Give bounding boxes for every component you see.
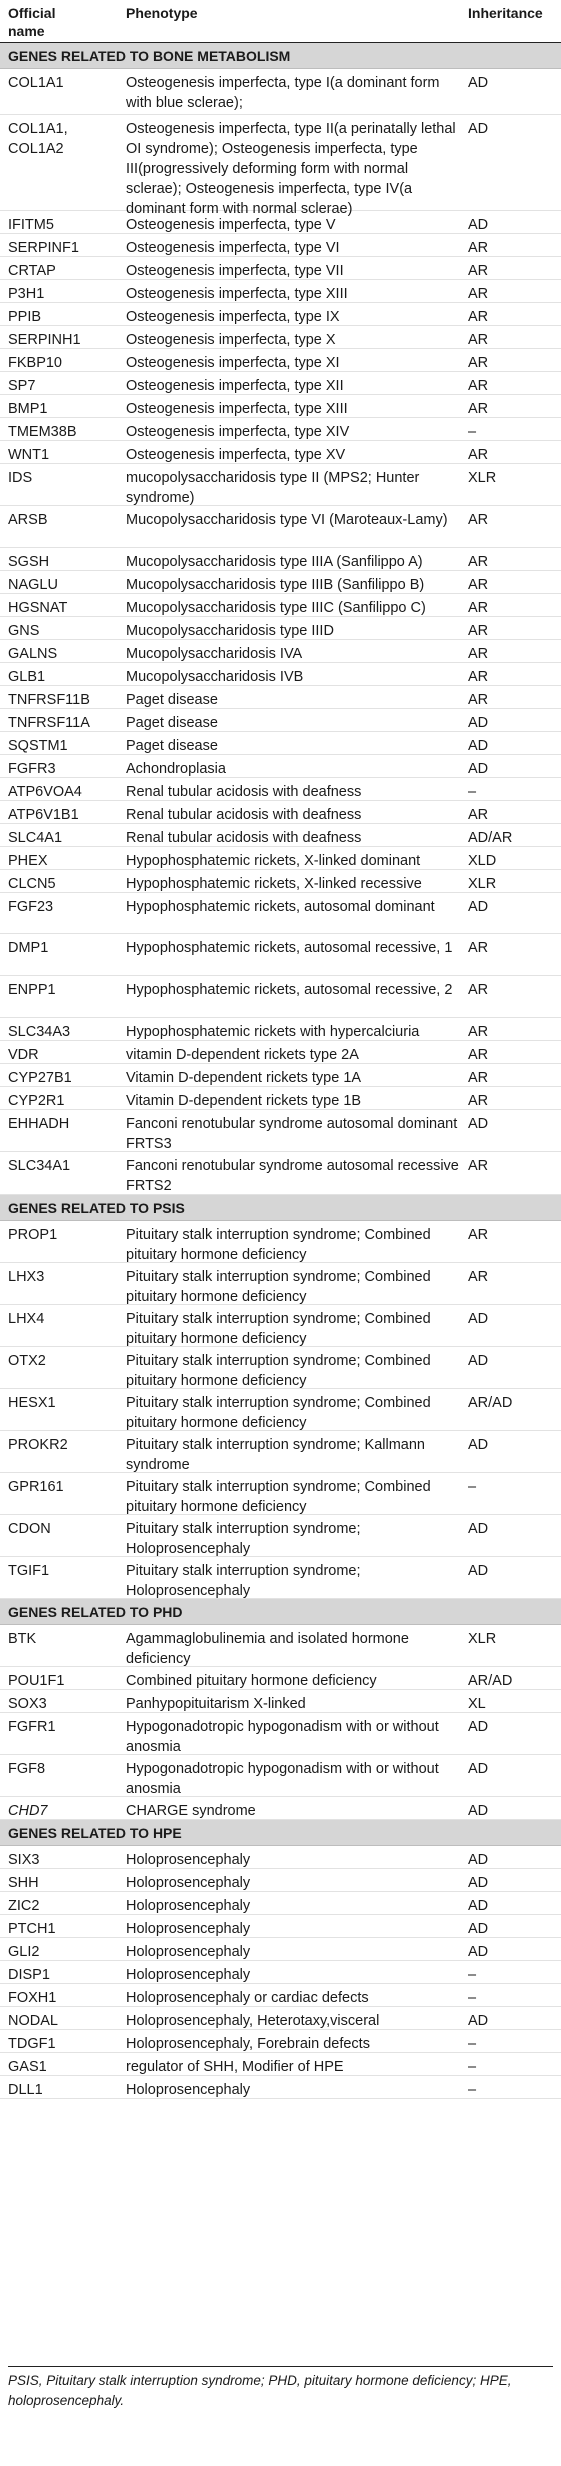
inheritance-mode: AD — [468, 1921, 489, 1937]
phenotype-text: Agammaglobulinemia and isolated hormone deficiency — [126, 1631, 409, 1667]
header-phenotype: Phenotype — [126, 5, 198, 21]
phenotype-text: regulator of SHH, Modifier of HPE — [126, 2059, 344, 2075]
phenotype-text: Paget disease — [126, 738, 218, 754]
phenotype-text: Pituitary stalk interruption syndrome; Combined pituitary hormone deficiency — [126, 1227, 431, 1263]
gene-name: TGIF1 — [8, 1563, 50, 1579]
table-row — [0, 464, 561, 506]
table-row — [0, 2053, 561, 2076]
phenotype-text: Osteogenesis imperfecta, type XI — [126, 355, 340, 371]
table-row — [0, 801, 561, 824]
gene-name: ENPP1 — [8, 982, 56, 998]
table-row — [0, 755, 561, 778]
phenotype-text: Pituitary stalk interruption syndrome; Combined pituitary hormone deficiency — [126, 1353, 431, 1389]
table-row — [0, 418, 561, 441]
table-row — [0, 732, 561, 755]
table-row — [0, 1797, 561, 1820]
phenotype-text: Osteogenesis imperfecta, type IX — [126, 309, 340, 325]
table-row — [0, 2030, 561, 2053]
table-row — [0, 1557, 561, 1599]
inheritance-mode: AR — [468, 355, 489, 371]
phenotype-text: Osteogenesis imperfecta, type II(a perinatally lethal OI syndrome); Osteogenesis imperfecta, type III(progressively deforming form with normal sclerae); Osteogenesis imperfecta, type IV(a dominant form with normal sclerae) — [126, 121, 456, 217]
table-row — [0, 257, 561, 280]
inheritance-mode: AR — [468, 1024, 489, 1040]
inheritance-mode: AR — [468, 600, 489, 616]
inheritance-mode: XLD — [468, 853, 497, 869]
table-body — [0, 43, 561, 2099]
table-row — [0, 1915, 561, 1938]
gene-name: CLCN5 — [8, 876, 56, 892]
inheritance-mode: AR/AD — [468, 1673, 513, 1689]
inheritance-mode: AR — [468, 554, 489, 570]
table-row — [0, 326, 561, 349]
table-row — [0, 211, 561, 234]
table-row — [0, 934, 561, 976]
table-row — [0, 976, 561, 1018]
table-row — [0, 1892, 561, 1915]
inheritance-mode: AR — [468, 807, 489, 823]
gene-name: TDGF1 — [8, 2036, 56, 2052]
inheritance-mode: AR — [468, 309, 489, 325]
inheritance-mode: – — [468, 1479, 477, 1495]
gene-name: SLC4A1 — [8, 830, 63, 846]
inheritance-mode: AR — [468, 646, 489, 662]
gene-name: DMP1 — [8, 940, 49, 956]
table-row — [0, 1846, 561, 1869]
gene-name: PHEX — [8, 853, 48, 869]
inheritance-mode: – — [468, 2059, 477, 2075]
inheritance-mode: AR — [468, 669, 489, 685]
phenotype-text: Holoprosencephaly — [126, 1898, 251, 1914]
table-footnote: PSIS, Pituitary stalk interruption syndrome; PHD, pituitary hormone deficiency; HPE, holoprosencephaly. — [8, 2366, 553, 2411]
gene-name: PPIB — [8, 309, 42, 325]
gene-name: DISP1 — [8, 1967, 50, 1983]
inheritance-mode: AR — [468, 401, 489, 417]
gene-name: POU1F1 — [8, 1673, 65, 1689]
phenotype-text: Fanconi renotubular syndrome autosomal recessive FRTS2 — [126, 1158, 459, 1194]
table-row — [0, 69, 561, 115]
gene-name: FGF8 — [8, 1761, 46, 1777]
gene-name: LHX4 — [8, 1311, 45, 1327]
table-row — [0, 1018, 561, 1041]
inheritance-mode: AR — [468, 1047, 489, 1063]
inheritance-mode: AD — [468, 1875, 489, 1891]
inheritance-mode: AR — [468, 332, 489, 348]
inheritance-mode: – — [468, 784, 477, 800]
table-row — [0, 686, 561, 709]
gene-name: TNFRSF11B — [8, 692, 90, 708]
section-header: GENES RELATED TO HPE — [0, 1820, 561, 1846]
phenotype-text: Osteogenesis imperfecta, type X — [126, 332, 336, 348]
phenotype-text: Renal tubular acidosis with deafness — [126, 784, 362, 800]
table-row — [0, 1110, 561, 1152]
table-row — [0, 1087, 561, 1110]
phenotype-text: Paget disease — [126, 692, 218, 708]
gene-name: EHHADH — [8, 1116, 70, 1132]
section-header: GENES RELATED TO BONE METABOLISM — [0, 43, 561, 69]
phenotype-text: Panhypopituitarism X-linked — [126, 1696, 306, 1712]
inheritance-mode: – — [468, 2082, 477, 2098]
phenotype-text: Holoprosencephaly — [126, 1967, 251, 1983]
phenotype-text: Paget disease — [126, 715, 218, 731]
gene-name: SP7 — [8, 378, 36, 394]
gene-name: SGSH — [8, 554, 50, 570]
gene-name: WNT1 — [8, 447, 50, 463]
phenotype-text: Mucopolysaccharidosis IVB — [126, 669, 304, 685]
phenotype-text: Hypophosphatemic rickets, X-linked recessive — [126, 876, 422, 892]
gene-name: CRTAP — [8, 263, 56, 279]
inheritance-mode: AR — [468, 1269, 489, 1285]
inheritance-mode: AD — [468, 217, 489, 233]
table-row — [0, 709, 561, 732]
gene-name: TNFRSF11A — [8, 715, 90, 731]
inheritance-mode: AD — [468, 899, 489, 915]
inheritance-mode: AD — [468, 121, 489, 137]
phenotype-text: Pituitary stalk interruption syndrome; Combined pituitary hormone deficiency — [126, 1479, 431, 1515]
gene-name: ZIC2 — [8, 1898, 40, 1914]
gene-name: SIX3 — [8, 1852, 40, 1868]
gene-name: PTCH1 — [8, 1921, 56, 1937]
gene-name: LHX3 — [8, 1269, 45, 1285]
phenotype-text: Renal tubular acidosis with deafness — [126, 830, 362, 846]
table-row — [0, 663, 561, 686]
phenotype-text: Hypophosphatemic rickets, autosomal recessive, 1 — [126, 940, 453, 956]
gene-name: FGFR1 — [8, 1719, 56, 1735]
inheritance-mode: AD — [468, 1353, 489, 1369]
table-row — [0, 1938, 561, 1961]
gene-name: HESX1 — [8, 1395, 56, 1411]
phenotype-text: Osteogenesis imperfecta, type XII — [126, 378, 344, 394]
phenotype-text: Osteogenesis imperfecta, type XV — [126, 447, 346, 463]
table-row — [0, 506, 561, 548]
inheritance-mode: AR — [468, 512, 489, 528]
table-row — [0, 1431, 561, 1473]
gene-name: FGF23 — [8, 899, 54, 915]
table-row — [0, 1152, 561, 1195]
table-row — [0, 1263, 561, 1305]
phenotype-text: Pituitary stalk interruption syndrome; Combined pituitary hormone deficiency — [126, 1395, 431, 1431]
table-row — [0, 893, 561, 934]
table-row — [0, 1667, 561, 1690]
gene-name: CYP27B1 — [8, 1070, 72, 1086]
inheritance-mode: AD — [468, 715, 489, 731]
phenotype-text: Combined pituitary hormone deficiency — [126, 1673, 377, 1689]
table-row — [0, 349, 561, 372]
gene-name: BMP1 — [8, 401, 48, 417]
gene-name: COL1A1, COL1A2 — [8, 121, 68, 157]
table-row — [0, 234, 561, 257]
gene-name: GPR161 — [8, 1479, 64, 1495]
phenotype-text: Holoprosencephaly — [126, 1944, 251, 1960]
gene-name: CHD7 — [8, 1803, 48, 1819]
inheritance-mode: AD — [468, 1116, 489, 1132]
phenotype-text: Mucopolysaccharidosis IVA — [126, 646, 303, 662]
gene-name: TMEM38B — [8, 424, 77, 440]
inheritance-mode: AR — [468, 1158, 489, 1174]
inheritance-mode: AD — [468, 1761, 489, 1777]
table-row — [0, 115, 561, 217]
phenotype-text: Holoprosencephaly or cardiac defects — [126, 1990, 369, 2006]
header-official-name: Official name — [8, 5, 56, 39]
gene-name: FOXH1 — [8, 1990, 57, 2006]
inheritance-mode: AR — [468, 940, 489, 956]
gene-name: SLC34A1 — [8, 1158, 71, 1174]
inheritance-mode: AR — [468, 692, 489, 708]
gene-name: CDON — [8, 1521, 51, 1537]
phenotype-text: Osteogenesis imperfecta, type VI — [126, 240, 340, 256]
inheritance-mode: XLR — [468, 876, 497, 892]
inheritance-mode: AD — [468, 1852, 489, 1868]
gene-name: COL1A1 — [8, 75, 64, 91]
phenotype-text: Fanconi renotubular syndrome autosomal dominant FRTS3 — [126, 1116, 458, 1152]
table-row — [0, 1869, 561, 1892]
table-row — [0, 778, 561, 801]
phenotype-text: Hypophosphatemic rickets, X-linked dominant — [126, 853, 421, 869]
table-header — [0, 0, 561, 43]
inheritance-mode: AR/AD — [468, 1395, 513, 1411]
table-row — [0, 1305, 561, 1347]
table-row — [0, 1515, 561, 1557]
gene-name: PROKR2 — [8, 1437, 68, 1453]
phenotype-text: Holoprosencephaly — [126, 2082, 251, 2098]
phenotype-text: Mucopolysaccharidosis type IIIA (Sanfilippo A) — [126, 554, 423, 570]
phenotype-text: Pituitary stalk interruption syndrome; Holoprosencephaly — [126, 1563, 361, 1599]
table-row — [0, 2007, 561, 2030]
phenotype-text: Vitamin D-dependent rickets type 1A — [126, 1070, 362, 1086]
gene-name: GALNS — [8, 646, 58, 662]
table-row — [0, 1221, 561, 1263]
table-row — [0, 280, 561, 303]
phenotype-text: Pituitary stalk interruption syndrome; Holoprosencephaly — [126, 1521, 361, 1557]
table-row — [0, 824, 561, 847]
gene-name: NODAL — [8, 2013, 58, 2029]
table-row — [0, 1473, 561, 1515]
table-row — [0, 571, 561, 594]
inheritance-mode: AD — [468, 1719, 489, 1735]
gene-name: SQSTM1 — [8, 738, 68, 754]
gene-name: SERPINH1 — [8, 332, 81, 348]
inheritance-mode: AD/AR — [468, 830, 513, 846]
phenotype-text: Hypogonadotropic hypogonadism with or without anosmia — [126, 1719, 439, 1755]
phenotype-text: Mucopolysaccharidosis type IIIC (Sanfilippo C) — [126, 600, 426, 616]
gene-name: GAS1 — [8, 2059, 47, 2075]
phenotype-text: Vitamin D-dependent rickets type 1B — [126, 1093, 362, 1109]
gene-name: HGSNAT — [8, 600, 68, 616]
inheritance-mode: AD — [468, 761, 489, 777]
inheritance-mode: – — [468, 2036, 477, 2052]
gene-name: VDR — [8, 1047, 39, 1063]
inheritance-mode: AD — [468, 1563, 489, 1579]
table-row — [0, 1064, 561, 1087]
inheritance-mode: XLR — [468, 470, 497, 486]
inheritance-mode: AR — [468, 378, 489, 394]
inheritance-mode: – — [468, 1967, 477, 1983]
inheritance-mode: AR — [468, 577, 489, 593]
phenotype-text: Osteogenesis imperfecta, type VII — [126, 263, 344, 279]
phenotype-text: CHARGE syndrome — [126, 1803, 256, 1819]
section-header: GENES RELATED TO PHD — [0, 1599, 561, 1625]
inheritance-mode: – — [468, 1990, 477, 2006]
inheritance-mode: AR — [468, 447, 489, 463]
phenotype-text: Achondroplasia — [126, 761, 226, 777]
table-row — [0, 372, 561, 395]
gene-name: SHH — [8, 1875, 39, 1891]
inheritance-mode: AR — [468, 982, 489, 998]
gene-name: P3H1 — [8, 286, 45, 302]
gene-name: OTX2 — [8, 1353, 46, 1369]
gene-name: SLC34A3 — [8, 1024, 71, 1040]
inheritance-mode: AD — [468, 1437, 489, 1453]
phenotype-text: Pituitary stalk interruption syndrome; Combined pituitary hormone deficiency — [126, 1311, 431, 1347]
inheritance-mode: AR — [468, 1093, 489, 1109]
gene-name: BTK — [8, 1631, 37, 1647]
phenotype-text: Osteogenesis imperfecta, type XIII — [126, 286, 348, 302]
gene-name: FGFR3 — [8, 761, 56, 777]
phenotype-text: mucopolysaccharidosis type II (MPS2; Hunter syndrome) — [126, 470, 420, 506]
inheritance-mode: AD — [468, 738, 489, 754]
gene-name: ARSB — [8, 512, 48, 528]
phenotype-text: Pituitary stalk interruption syndrome; Kallmann syndrome — [126, 1437, 425, 1473]
phenotype-text: Holoprosencephaly — [126, 1921, 251, 1937]
phenotype-text: Mucopolysaccharidosis type IIIB (Sanfilippo B) — [126, 577, 425, 593]
inheritance-mode: AR — [468, 286, 489, 302]
header-inheritance: Inheritance — [468, 5, 543, 21]
gene-name: FKBP10 — [8, 355, 62, 371]
phenotype-text: Osteogenesis imperfecta, type V — [126, 217, 336, 233]
gene-name: PROP1 — [8, 1227, 58, 1243]
inheritance-mode: AD — [468, 1944, 489, 1960]
table-row — [0, 1755, 561, 1797]
table-row — [0, 1347, 561, 1389]
section-header: GENES RELATED TO PSIS — [0, 1195, 561, 1221]
inheritance-mode: AD — [468, 75, 489, 91]
inheritance-mode: AD — [468, 2013, 489, 2029]
gene-name: CYP2R1 — [8, 1093, 65, 1109]
table-row — [0, 2076, 561, 2099]
phenotype-text: Pituitary stalk interruption syndrome; Combined pituitary hormone deficiency — [126, 1269, 431, 1305]
inheritance-mode: AD — [468, 1311, 489, 1327]
phenotype-text: Holoprosencephaly, Heterotaxy,visceral — [126, 2013, 380, 2029]
inheritance-mode: XLR — [468, 1631, 497, 1647]
table-row — [0, 617, 561, 640]
inheritance-mode: AR — [468, 623, 489, 639]
gene-name: SERPINF1 — [8, 240, 79, 256]
phenotype-text: Mucopolysaccharidosis type IIID — [126, 623, 334, 639]
table-row — [0, 395, 561, 418]
phenotype-text: Holoprosencephaly — [126, 1875, 251, 1891]
table-row — [0, 1625, 561, 1667]
phenotype-text: Hypophosphatemic rickets with hypercalciuria — [126, 1024, 420, 1040]
table-row — [0, 1690, 561, 1713]
phenotype-text: Holoprosencephaly — [126, 1852, 251, 1868]
gene-name: GLI2 — [8, 1944, 40, 1960]
inheritance-mode: AR — [468, 263, 489, 279]
gene-name: ATP6V1B1 — [8, 807, 79, 823]
gene-name: GLB1 — [8, 669, 46, 685]
inheritance-mode: AD — [468, 1803, 489, 1819]
phenotype-text: Holoprosencephaly, Forebrain defects — [126, 2036, 370, 2052]
table-row — [0, 847, 561, 870]
table-row — [0, 1713, 561, 1755]
gene-name: NAGLU — [8, 577, 58, 593]
table-row — [0, 548, 561, 571]
gene-name: IFITM5 — [8, 217, 54, 233]
table-row — [0, 1041, 561, 1064]
table-row — [0, 1389, 561, 1431]
phenotype-text: Osteogenesis imperfecta, type XIII — [126, 401, 348, 417]
phenotype-text: vitamin D-dependent rickets type 2A — [126, 1047, 359, 1063]
inheritance-mode: AD — [468, 1898, 489, 1914]
table-row — [0, 1984, 561, 2007]
table-row — [0, 303, 561, 326]
phenotype-text: Renal tubular acidosis with deafness — [126, 807, 362, 823]
phenotype-text: Mucopolysaccharidosis type VI (Maroteaux-Lamy) — [126, 512, 448, 528]
gene-name: IDS — [8, 470, 33, 486]
inheritance-mode: AD — [468, 1521, 489, 1537]
table-row — [0, 441, 561, 464]
table-row — [0, 640, 561, 663]
gene-name: DLL1 — [8, 2082, 43, 2098]
phenotype-text: Hypophosphatemic rickets, autosomal recessive, 2 — [126, 982, 453, 998]
gene-name: ATP6VOA4 — [8, 784, 82, 800]
inheritance-mode: AR — [468, 1227, 489, 1243]
phenotype-text: Hypophosphatemic rickets, autosomal dominant — [126, 899, 435, 915]
phenotype-text: Osteogenesis imperfecta, type XIV — [126, 424, 350, 440]
inheritance-mode: AR — [468, 240, 489, 256]
inheritance-mode: AR — [468, 1070, 489, 1086]
inheritance-mode: – — [468, 424, 477, 440]
gene-name: GNS — [8, 623, 40, 639]
phenotype-text: Hypogonadotropic hypogonadism with or without anosmia — [126, 1761, 439, 1797]
gene-name: SOX3 — [8, 1696, 47, 1712]
table-row — [0, 1961, 561, 1984]
phenotype-text: Osteogenesis imperfecta, type I(a dominant form with blue sclerae); — [126, 75, 440, 111]
inheritance-mode: XL — [468, 1696, 486, 1712]
table-row — [0, 594, 561, 617]
table-row — [0, 870, 561, 893]
